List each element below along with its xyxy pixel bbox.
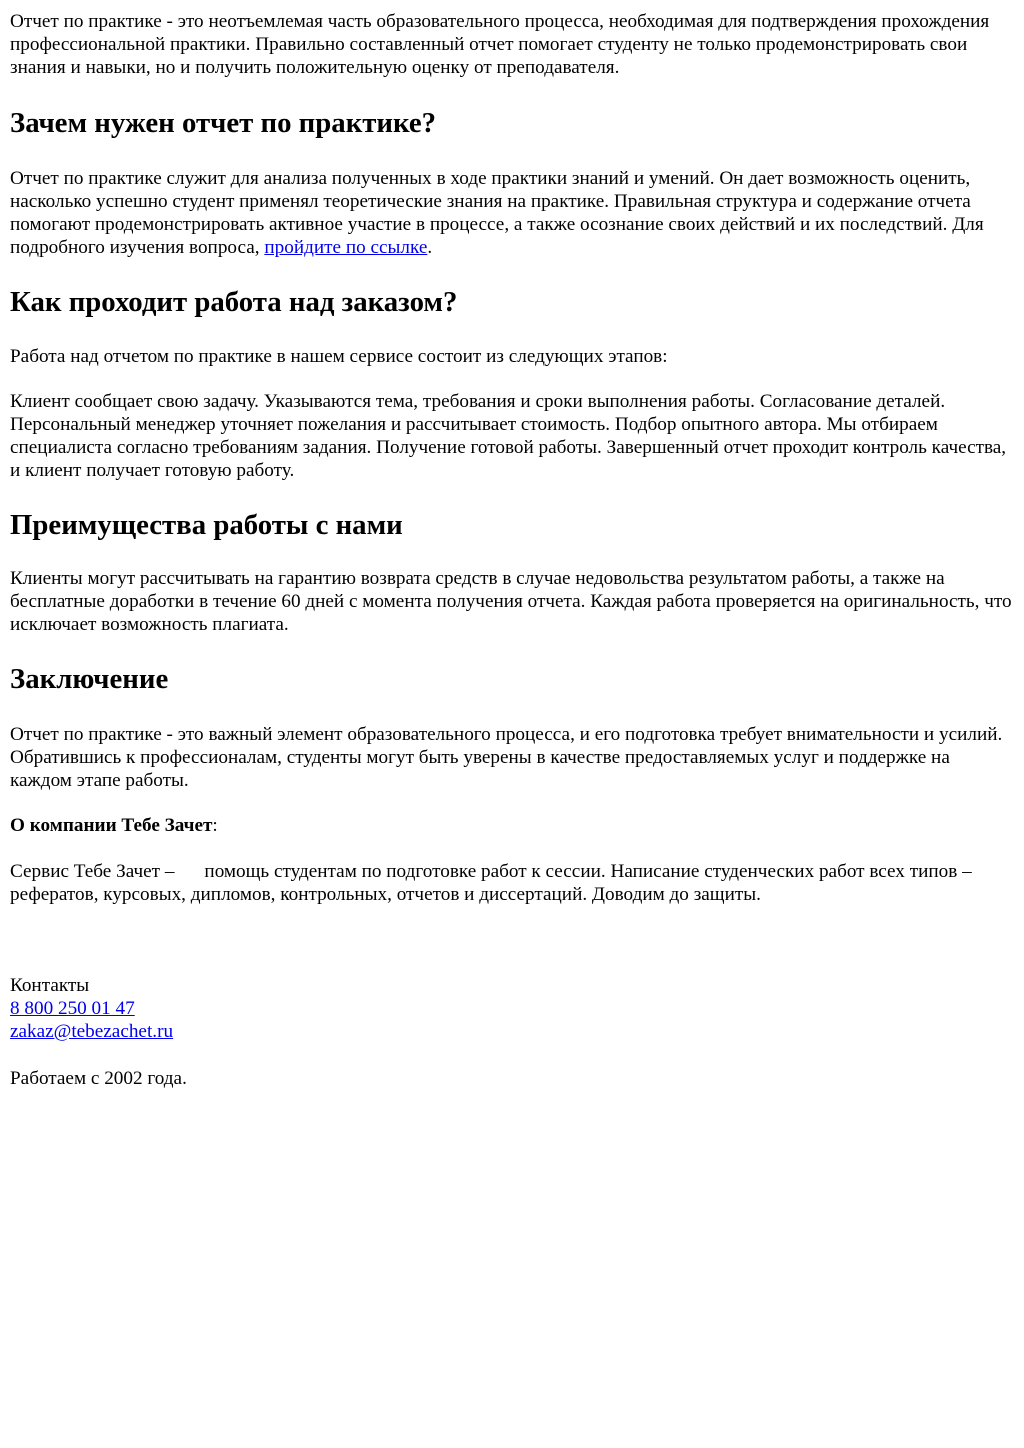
about-title-bold: О компании Тебе Зачет [10,815,213,836]
heading-advantages: Преимущества работы с нами [10,509,403,541]
heading-how-it-works: Как проходит работа над заказом? [10,286,458,318]
why-paragraph [10,167,1014,259]
contacts-label: Контакты [10,975,90,996]
about-title-suffix: : [212,815,218,836]
conclusion-paragraph: Отчет по практике - это важный элемент образовательного процесса, и его подготовка требует внимательности и усилий. Обратившись к профессионалам, студенты могут быть уверены в качестве предоставляемых услуг и поддержке на каждом этапе работы. [10,724,1003,791]
contacts-block [10,974,173,1043]
learn-more-link[interactable]: пройдите по ссылке [264,237,428,258]
since-text: Работаем с 2002 года. [10,1068,187,1089]
email-link[interactable]: zakaz@tebezachet.ru [10,1021,174,1042]
how-steps-paragraph: Клиент сообщает свою задачу. Указываются тема, требования и сроки выполнения работы. Согласование деталей. Персональный менеджер уточняет пожелания и рассчитывает стоимость. Подбор опытного автора. Мы отбираем специалиста согласно требованиям задания. Получение готовой работы. Завершенный отчет проходит контроль качества, и клиент получает готовую работу. [10,391,1007,481]
about-paragraph [10,860,1014,906]
about-title [10,814,218,837]
heading-conclusion: Заключение [10,663,169,695]
why-text-end: . [427,237,433,258]
about-text-start: Сервис Тебе Зачет – [10,861,175,882]
how-intro-paragraph: Работа над отчетом по практике в нашем сервисе состоит из следующих этапов: [10,346,668,367]
about-text-rest: помощь студентам по подготовке работ к сессии. Написание студенческих работ всех типов – рефератов, курсовых, дипломов, контрольных, отчетов и диссертаций. Доводим до защиты. [10,861,972,905]
heading-why-report: Зачем нужен отчет по практике? [10,107,437,139]
why-text: Отчет по практике служит для анализа полученных в ходе практики знаний и умений. Он дает возможность оценить, насколько успешно студент применял теоретические знания на практике. Правильная структура и содержание отчета помогают продемонстрировать активное участие в процессе, а также осознание своих действий и их последствий. Для подробного изучения вопроса, [10,168,984,258]
advantages-paragraph: Клиенты могут рассчитывать на гарантию возврата средств в случае недовольства результатом работы, а также на бесплатные доработки в течение 60 дней с момента получения отчета. Каждая работа проверяется на оригинальность, что исключает возможность плагиата. [10,568,1012,635]
intro-paragraph: Отчет по практике - это неотъемлемая часть образовательного процесса, необходимая для подтверждения прохождения профессиональной практики. Правильно составленный отчет помогает студенту не только продемонстрировать свои знания и навыки, но и получить положительную оценку от преподавателя. [10,11,990,78]
phone-link[interactable]: 8 800 250 01 47 [10,998,135,1019]
